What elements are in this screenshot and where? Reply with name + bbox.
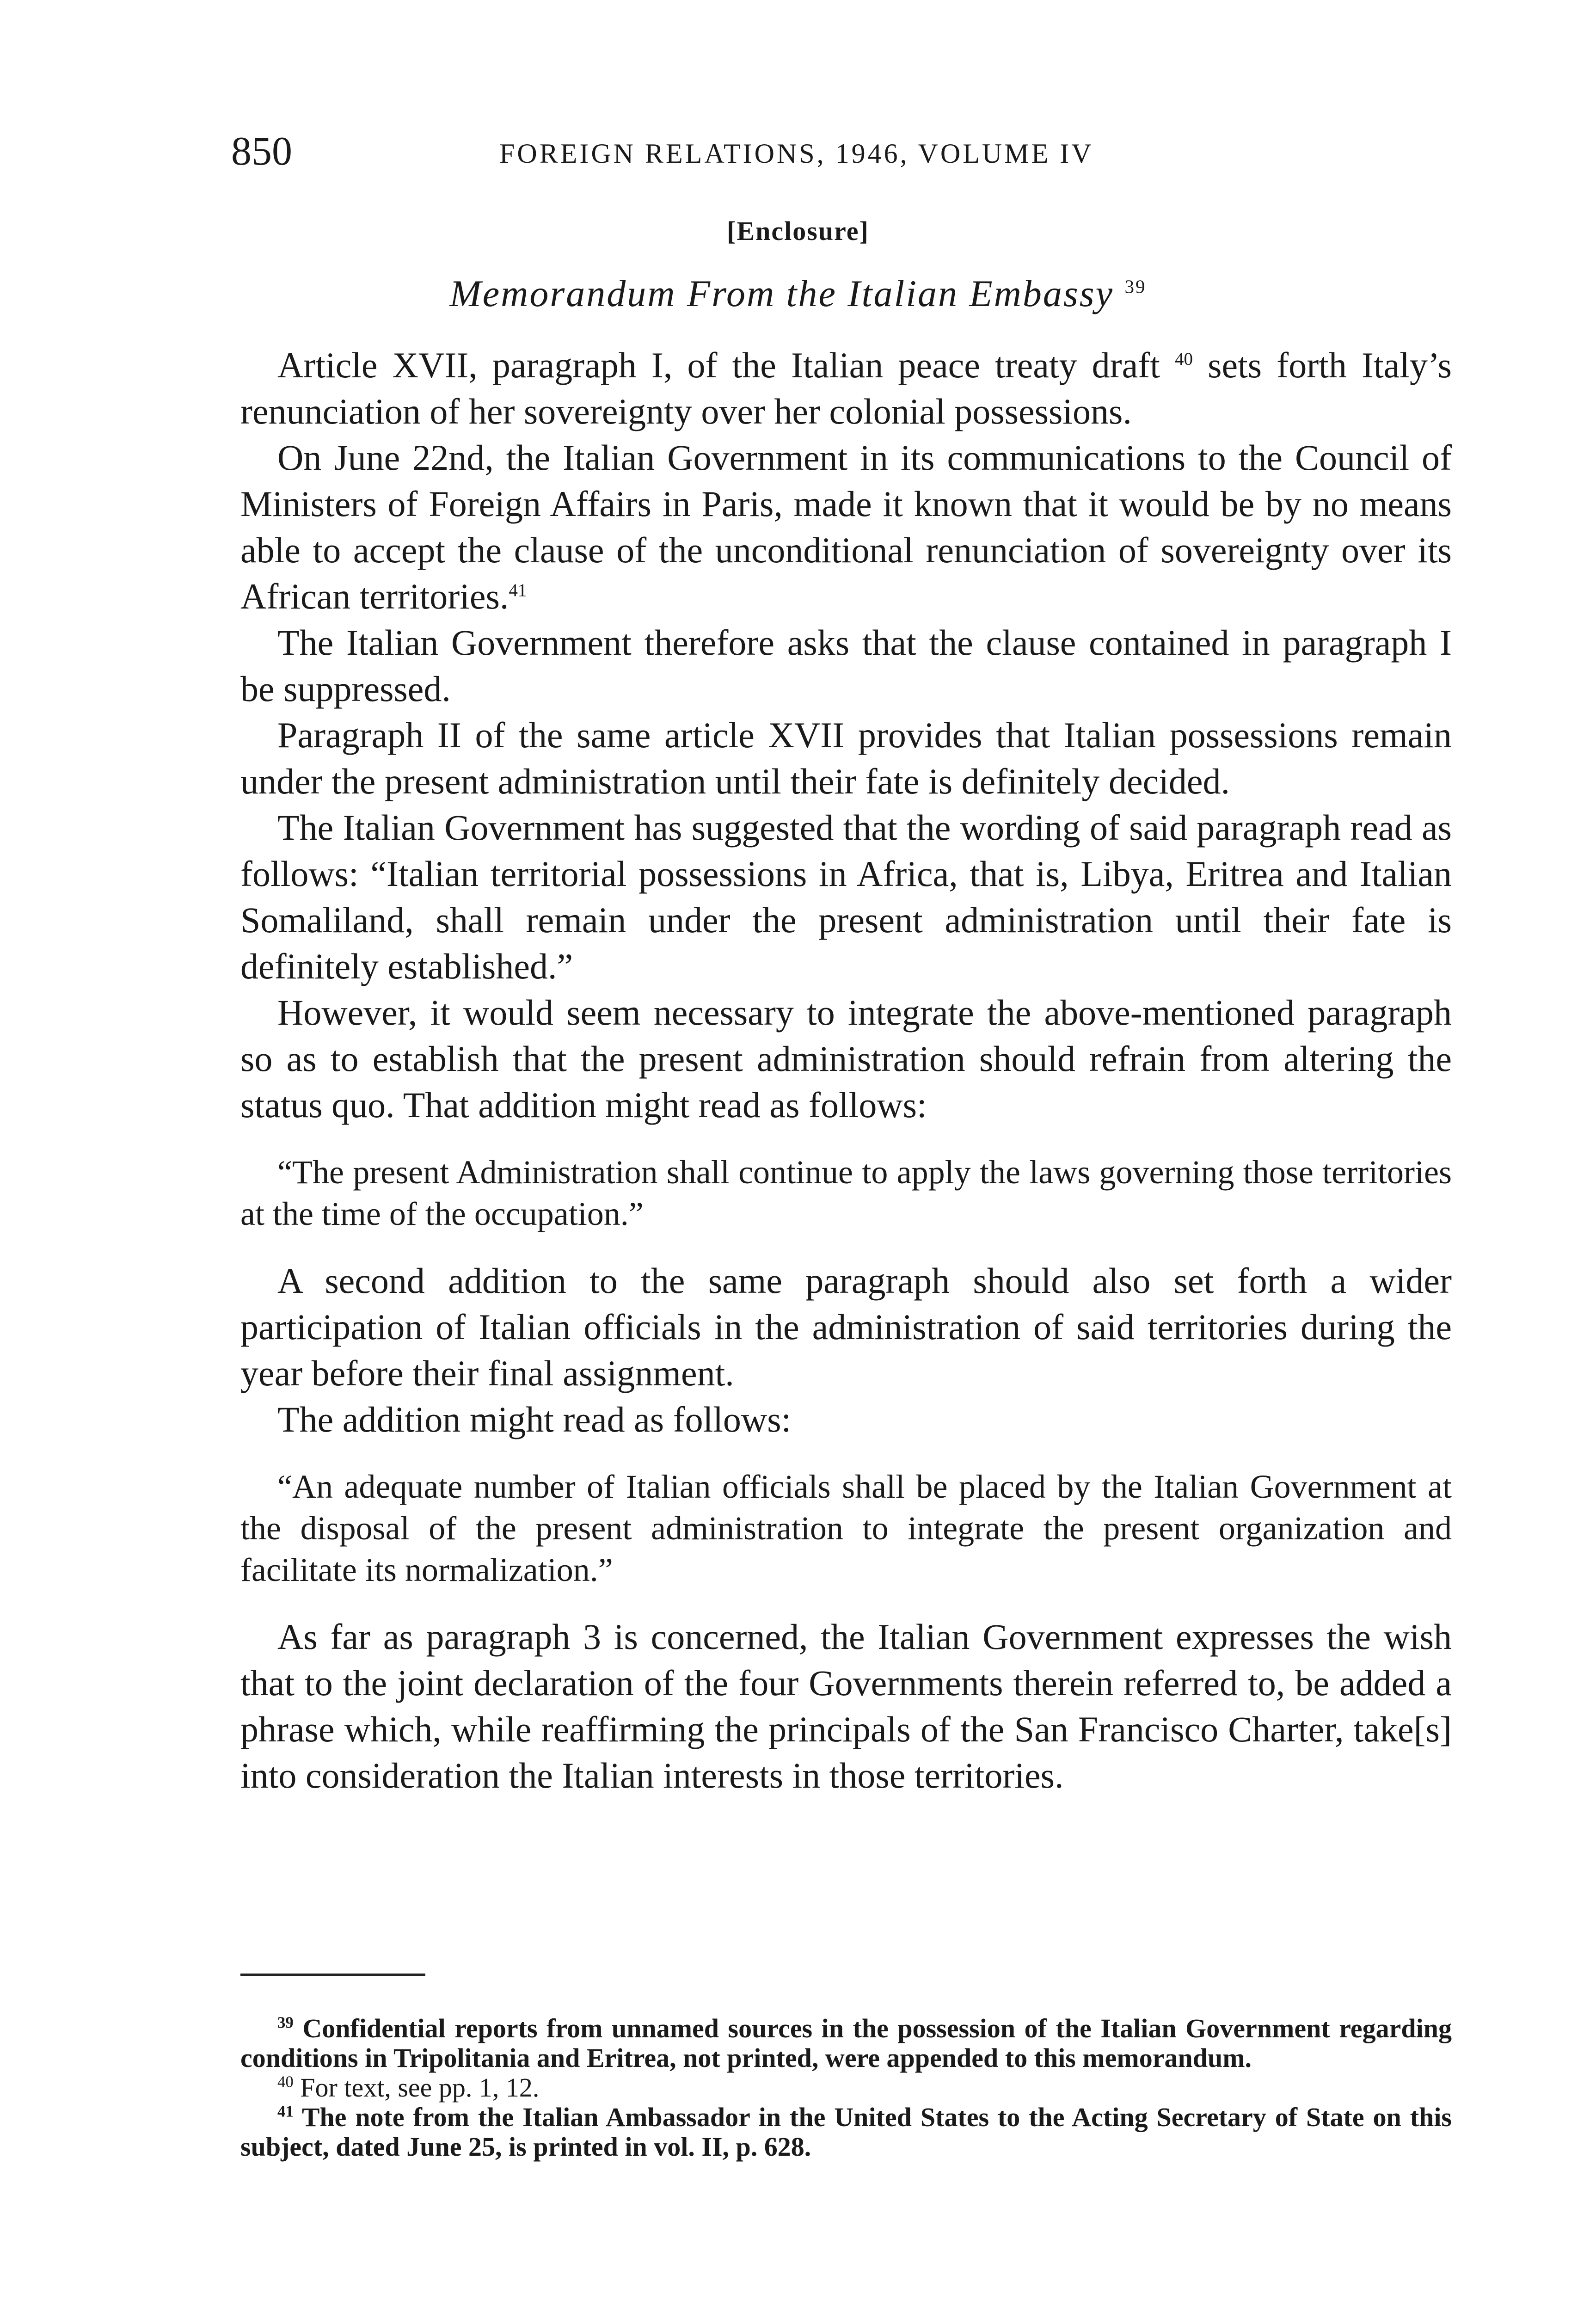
footnote-41 [240,2103,1452,2162]
footnote-39-text: Confidential reports from unnamed sources in the possession of the Italian Government regarding conditions in Tripolitania and Eritrea, not printed, were appended to this memorandum. [240,2013,1452,2073]
footnote-41-number: 41 [277,2102,294,2121]
page-header [231,124,1443,179]
paragraph-4: Paragraph II of the same article XVII provides that Italian possessions remain under the present administration until their fate is definitely decided. [240,715,1452,801]
page-number: 850 [231,129,292,174]
paragraph-6: However, it would seem necessary to integrate the above-mentioned paragraph so as to establish that the present administration should refrain from altering the status quo. That addition might read as follows: [240,992,1452,1125]
footnote-ref-40: 40 [1175,349,1193,369]
paragraph-9: As far as paragraph 3 is concerned, the Italian Government expresses the wish that to the joint declaration of the four Governments therein referred to, be added a phrase which, while reaffirming the principals of the San Francisco Charter, take[s] into consideration the Italian interests in those territories. [240,1617,1452,1795]
paragraph-2-text: On June 22nd, the Italian Government in its communications to the Council of Ministers of Foreign Affairs in Paris, made it known that it would be by no means able to accept the clause of the unconditional renunciation of sovereignty over its African territories. [240,437,1452,616]
footnote-40-number: 40 [277,2072,294,2091]
paragraph-7: A second addition to the same paragraph should also set forth a wider participation of Italian officials in the administration of said territories during the year before their final assignment. [240,1261,1452,1393]
paragraph-1 [240,342,1452,435]
footnote-ref-41: 41 [509,580,527,600]
memo-title [0,268,1596,319]
footnote-divider [240,1974,425,1976]
footnote-39-number: 39 [277,2013,294,2032]
footnote-ref-39: 39 [1124,276,1147,297]
footnote-40-text: For text, see pp. 1, 12. [300,2072,540,2103]
quotation-1: “The present Administration shall continue to apply the laws governing those territories at the time of the occupation.” [240,1154,1452,1232]
footnotes [240,2014,1452,2162]
enclosure-label: [Enclosure] [727,216,869,246]
paragraph-1-text-b: sets forth Italy’s renunciation of her sovereignty over her colonial possessions. [240,345,1452,431]
footnote-39 [240,2014,1452,2073]
footnote-40 [240,2073,1452,2103]
running-head: FOREIGN RELATIONS, 1946, VOLUME IV [499,138,1094,169]
paragraph-8: The addition might read as follows: [277,1399,792,1439]
paragraph-3: The Italian Government therefore asks that the clause contained in paragraph I be suppressed. [240,622,1452,709]
footnote-41-text: The note from the Italian Ambassador in the United States to the Acting Secretary of State on this subject, dated June 25, is printed in vol. II, p. 628. [240,2102,1452,2162]
memo-body [240,342,1452,1799]
paragraph-2 [240,435,1452,620]
quotation-2: “An adequate number of Italian officials shall be placed by the Italian Government at the disposal of the present administration to integrate the present organization and facilitate its normalization.” [240,1468,1452,1588]
paragraph-1-text-a: Article XVII, paragraph I, of the Italian peace treaty draft [277,345,1160,385]
paragraph-5: The Italian Government has suggested that the wording of said paragraph read as follows: “Italian territorial possessions in Africa, that is, Libya, Eritrea and Italian Somaliland, shall remain under the present administration until their fate is definitely established.” [240,807,1452,986]
memo-title-text: Memorandum From the Italian Embassy [449,272,1114,314]
